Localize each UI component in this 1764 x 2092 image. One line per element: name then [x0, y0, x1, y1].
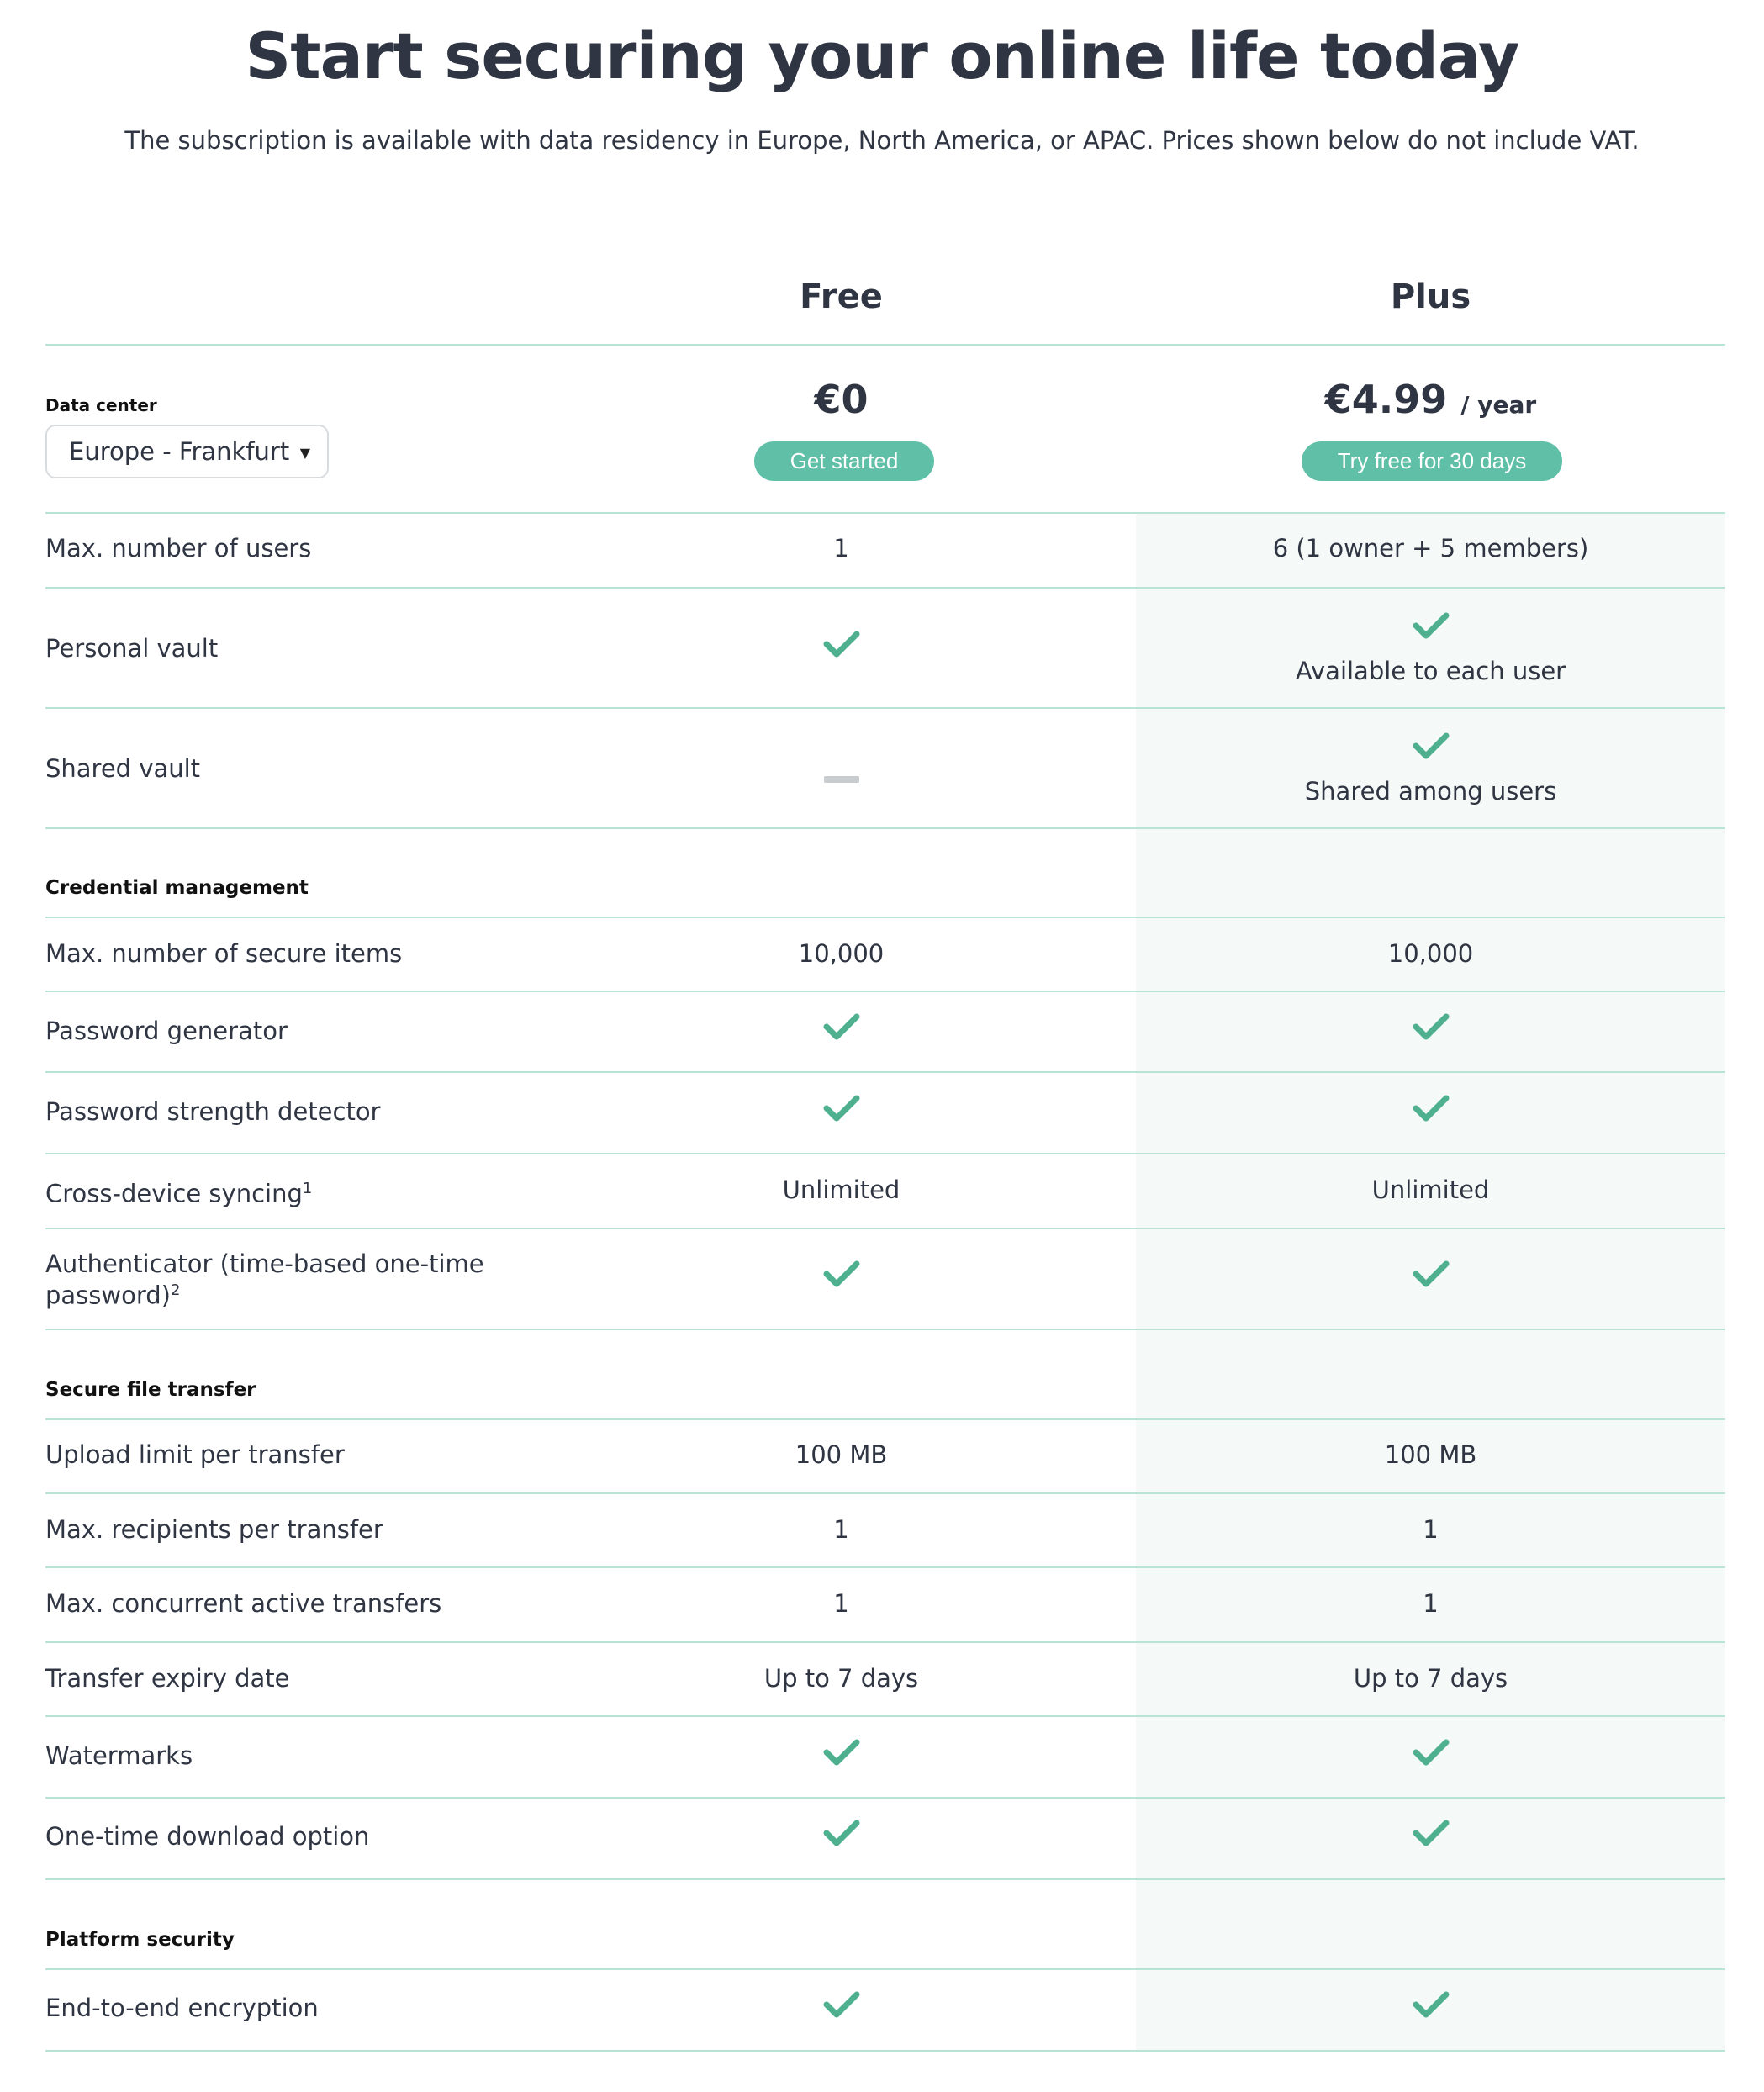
check-icon: [1413, 1989, 1450, 2020]
price-free-amount: €0: [814, 377, 869, 422]
cell-plus-strength-detector: [1136, 1093, 1725, 1129]
authenticator-label-line2: password): [45, 1281, 171, 1310]
divider: [45, 1228, 1725, 1229]
divider: [45, 1492, 1725, 1494]
cell-plus-max-users: 6 (1 owner + 5 members): [1272, 534, 1589, 563]
cell-free-concurrent-transfers: 1: [833, 1589, 849, 1618]
footnote-marker: 1: [302, 1180, 313, 1197]
divider: [45, 707, 1725, 709]
personal-vault-note: Available to each user: [1295, 657, 1566, 685]
price-plus-amount: €4.99: [1324, 377, 1448, 422]
row-label-e2e-encryption: End-to-end encryption: [45, 1994, 319, 2022]
cell-free-strength-detector: [547, 1093, 1136, 1129]
authenticator-label-line1: Authenticator (time-based one-time: [45, 1249, 484, 1278]
page-title: Start securing your online life today: [245, 18, 1519, 93]
row-label-password-generator: Password generator: [45, 1017, 288, 1045]
row-label-cross-device: [45, 1175, 312, 1207]
row-label-personal-vault: Personal vault: [45, 634, 219, 663]
divider: [45, 991, 1725, 992]
divider: [45, 827, 1725, 829]
divider: [45, 512, 1725, 514]
cell-plus-one-time-download: [1136, 1818, 1725, 1854]
check-icon: [823, 1259, 860, 1289]
cell-free-password-generator: [547, 1012, 1136, 1048]
cross-device-label-text: Cross-device syncing: [45, 1179, 303, 1208]
cell-plus-watermarks: [1136, 1737, 1725, 1773]
row-label-upload-limit: Upload limit per transfer: [45, 1440, 345, 1469]
row-label-one-time-download: One-time download option: [45, 1822, 370, 1851]
divider: [45, 1566, 1725, 1568]
plan-name-plus: Plus: [1390, 277, 1471, 316]
data-center-select[interactable]: [45, 425, 329, 478]
get-started-button[interactable]: Get started: [754, 441, 934, 481]
row-label-concurrent-transfers: Max. concurrent active transfers: [45, 1589, 442, 1618]
cell-plus-secure-items: 10,000: [1387, 939, 1474, 968]
section-secure-file-transfer: Secure file transfer: [45, 1379, 256, 1401]
divider: [45, 344, 1725, 346]
cell-free-authenticator: [547, 1259, 1136, 1295]
check-icon: [823, 1093, 860, 1123]
cell-free-upload-limit: 100 MB: [795, 1440, 888, 1469]
check-icon: [823, 1737, 860, 1767]
cell-plus-expiry: Up to 7 days: [1353, 1664, 1508, 1693]
cell-plus-e2e-encryption: [1136, 1989, 1725, 2026]
cell-plus-concurrent-transfers: 1: [1423, 1589, 1439, 1618]
divider: [45, 1418, 1725, 1420]
data-center-label: Data center: [45, 395, 157, 415]
cell-free-shared-vault: [547, 760, 1136, 789]
check-icon: [1413, 1737, 1450, 1767]
cell-free-secure-items: 10,000: [798, 939, 885, 968]
divider: [45, 917, 1725, 918]
cell-plus-password-generator: [1136, 1012, 1725, 1048]
divider: [45, 1641, 1725, 1643]
shared-vault-note: Shared among users: [1304, 777, 1557, 806]
cell-plus-max-recipients: 1: [1423, 1515, 1439, 1544]
cell-plus-cross-device: Unlimited: [1371, 1175, 1490, 1204]
row-label-max-recipients: Max. recipients per transfer: [45, 1515, 383, 1544]
cell-free-max-users: 1: [833, 534, 849, 563]
cell-free-e2e-encryption: [547, 1989, 1136, 2026]
cell-plus-personal-vault: [1136, 610, 1725, 685]
cell-free-cross-device: Unlimited: [782, 1175, 900, 1204]
check-icon: [1413, 1093, 1450, 1123]
divider: [45, 1329, 1725, 1330]
cell-free-max-recipients: 1: [833, 1515, 849, 1544]
page-subtitle: The subscription is available with data residency in Europe, North America, or APAC. Prices shown below do not include VAT.: [124, 126, 1640, 155]
divider: [45, 2050, 1725, 2052]
divider: [45, 1153, 1725, 1154]
check-icon: [1413, 731, 1450, 761]
section-credential-management: Credential management: [45, 877, 309, 899]
check-icon: [1413, 1012, 1450, 1042]
divider: [45, 1715, 1725, 1717]
row-label-shared-vault: Shared vault: [45, 754, 201, 783]
row-label-strength-detector: Password strength detector: [45, 1097, 381, 1126]
row-label-authenticator: [45, 1250, 484, 1309]
row-label-watermarks: Watermarks: [45, 1741, 193, 1770]
divider: [45, 1797, 1725, 1799]
price-plus-period: / year: [1460, 391, 1537, 419]
cell-free-watermarks: [547, 1737, 1136, 1773]
check-icon: [1413, 1259, 1450, 1289]
caret-down-icon: ▼: [299, 445, 310, 461]
cell-free-one-time-download: [547, 1818, 1136, 1854]
check-icon: [1413, 1818, 1450, 1848]
divider: [45, 1071, 1725, 1073]
divider: [45, 1968, 1725, 1970]
check-icon: [1413, 610, 1450, 641]
row-label-max-users: Max. number of users: [45, 534, 312, 563]
cell-plus-upload-limit: 100 MB: [1384, 1440, 1477, 1469]
data-center-value: Europe - Frankfurt: [69, 437, 290, 466]
section-platform-security: Platform security: [45, 1929, 235, 1951]
dash-icon: [824, 776, 859, 783]
footnote-marker: 2: [171, 1281, 181, 1299]
cell-plus-authenticator: [1136, 1259, 1725, 1295]
cell-free-personal-vault: [547, 629, 1136, 665]
divider: [45, 1878, 1725, 1880]
price-plus: [1136, 377, 1725, 422]
check-icon: [823, 1012, 860, 1042]
cell-plus-shared-vault: [1136, 731, 1725, 806]
price-free: [547, 377, 1136, 422]
try-free-button[interactable]: Try free for 30 days: [1302, 441, 1562, 481]
check-icon: [823, 1989, 860, 2020]
check-icon: [823, 629, 860, 659]
cell-free-expiry: Up to 7 days: [763, 1664, 919, 1693]
row-label-secure-items: Max. number of secure items: [45, 939, 403, 968]
divider: [45, 587, 1725, 589]
check-icon: [823, 1818, 860, 1848]
row-label-expiry: Transfer expiry date: [45, 1664, 290, 1693]
plan-name-free: Free: [800, 277, 883, 316]
